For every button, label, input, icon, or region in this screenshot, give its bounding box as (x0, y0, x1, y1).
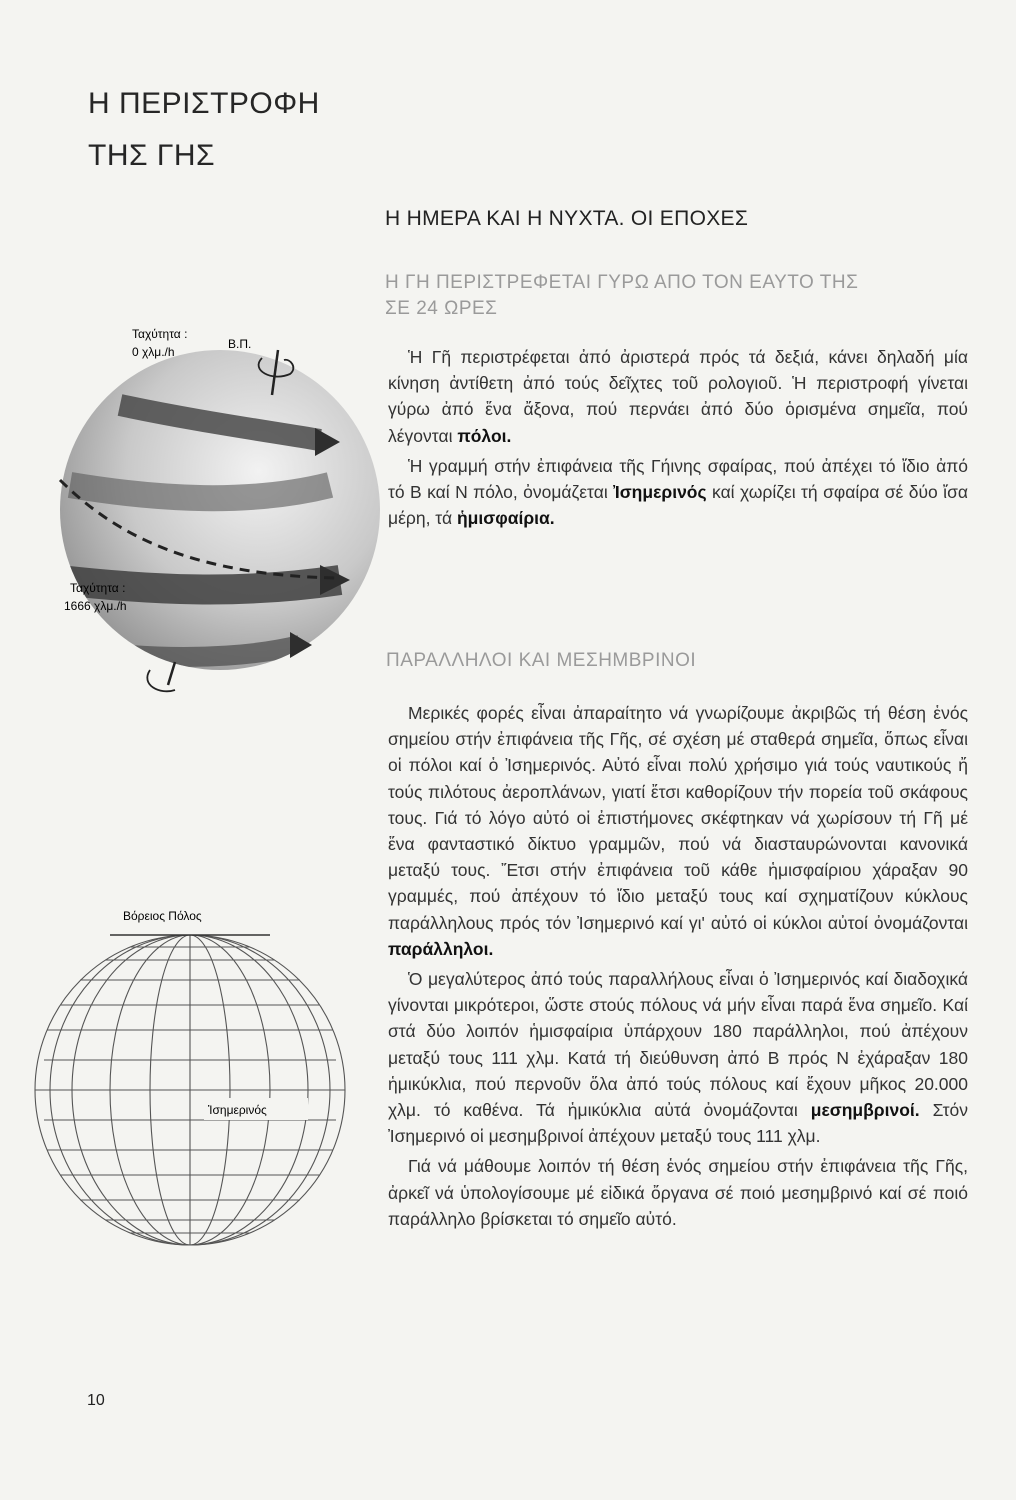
term-hemispheres: ἡμισφαίρια. (456, 508, 555, 529)
rotation-body (388, 344, 968, 535)
term-meridians: μεσημβρινοί. (810, 1100, 920, 1121)
axis-bottom (168, 662, 175, 685)
page-number: 10 (87, 1392, 105, 1409)
rotating-globe-illustration (40, 310, 380, 710)
term-equator: Ἰσημερινός (613, 482, 707, 503)
meridians-paragraph-1: Μερικές φορές εἶναι ἀπαραίτητο νά γνωρίζουμε ἀκριβῶς τή θέση ἑνός σημείου στήν ἐπιφάνεια τῆς Γῆς, σέ σχέση μέ σταθερά σημεῖα, ὅπως εἶναι οἱ πόλοι καί ὁ Ἰσημερινός. Αὐτό εἶναι πολύ χρήσιμο γιά τούς ναυτικούς ἤ τούς πιλότους ἀεροπλάνων, γιατί ἔτσι καθορίζουν τήν πορεία τοῦ σκάφους τους. Γιά τό λόγο αὐτό οἱ ἐπιστήμονες σκέφτηκαν νά χωρίσουν τή Γῆ μέ ἕνα φανταστικό δίκτυο γραμμῶν, πού νά διασταυρώνονται κανονικά μεταξύ τους. Ἔτσι στήν ἐπιφάνεια τοῦ κάθε ἡμισφαίριου χάραξαν 90 γραμμές, πού ἀπέχουν τό ἴδιο μεταξύ τους καί σχηματίζουν κύκλους παράλληλους πρός τόν Ἰσημερινό καί γι' αὐτό οἱ κύκλοι αὐτοί ὀνομάζονται παράλληλοι. (388, 703, 968, 959)
chapter-title-line2: ΤΗΣ ΓΗΣ (88, 139, 216, 172)
term-poles: πόλοι. (457, 425, 512, 446)
equator-label: Ἰσημερινός (208, 1103, 267, 1117)
speed-label-top: Ταχύτητα : (132, 327, 188, 341)
speed-label-bottom: Ταχύτητα : (70, 581, 126, 595)
rotation-paragraph-1: Ἡ Γῆ περιστρέφεται ἀπό ἀριστερά πρός τά δεξιά, κάνει δηλαδή μία κίνηση ἀντίθετη ἀπό τούς δεῖχτες τοῦ ρολογιοῦ. Ἡ περιστροφή γίνεται γύρω ἀπό ἕνα ἄξονα, πού περνάει ἀπό δύο ὁρισμένα σημεῖα, πού λέγονται πόλοι. (388, 347, 968, 446)
section-title: Η ΗΜΕΡΑ ΚΑΙ Η ΝΥΧΤΑ. ΟΙ ΕΠΟΧΕΣ (385, 207, 749, 230)
chapter-title-line1: Η ΠΕΡΙΣΤΡΟΦΗ (88, 87, 320, 120)
graticule-globe-illustration (20, 900, 360, 1270)
meridians-paragraph-2: Ὁ μεγαλύτερος ἀπό τούς παραλλήλους εἶναι ὁ Ἰσημερινός καί διαδοχικά γίνονται μικρότεροι, ὥστε στούς πόλους νά μήν εἶναι παρά ἕνα σημεῖο. Καί στά δύο λοιπόν ἡμισφαίρια ὑπάρχουν 180 παράλληλοι, πού ἀπέχουν μεταξύ τους 111 χλμ. Κατά τή διεύθυνση ἀπό Β πρός Ν ἐχάραξαν 180 ἡμικύκλια, πού περνοῦν ὅλα ἀπό τούς πόλους καί ἔχουν μῆκος 20.000 χλμ. τό καθένα. Τά ἡμικύκλια αὐτά ὀνομάζονται μεσημβρινοί. Στόν Ἰσημερινό οἱ μεσημβρινοί ἀπέχουν μεταξύ τους 111 χλμ. (388, 969, 968, 1147)
rotation-subhead: Η ΓΗ ΠΕΡΙΣΤΡΕΦΕΤΑΙ ΓΥΡΩ ΑΠΟ ΤΟΝ ΕΑΥΤΟ ΤΗΣ ΣΕ 24 ΩΡΕΣ (385, 272, 859, 319)
graticule-grid (35, 935, 345, 1245)
rotation-paragraph-2: Ἡ γραμμή στήν ἐπιφάνεια τῆς Γήινης σφαίρας, πού ἀπέχει τό ἴδιο ἀπό τό Β καί Ν πόλο, ὀνομάζεται Ἰσημερινός καί χωρίζει τή σφαίρα σέ δύο ἴσα μέρη, τά ἡμισφαίρια. (388, 455, 968, 529)
chapter-title (88, 78, 320, 182)
north-pole-label: Βόρειος Πόλος (123, 909, 202, 923)
meridians-body (388, 700, 968, 1236)
speed-value-bottom: 1666 χλμ./h (64, 599, 127, 613)
speed-value-top: 0 χλμ./h (132, 345, 175, 359)
north-pole-abbr: Β.Π. (228, 337, 252, 351)
meridians-paragraph-3: Γιά νά μάθουμε λοιπόν τή θέση ἑνός σημείου στήν ἐπιφάνεια τῆς Γῆς, ἀρκεῖ νά ὑπολογίσουμε μέ εἰδικά ὄργανα σέ ποιό μεσημβρινό καί σέ ποιό παράλληλο βρίσκεται τό σημεῖο αὐτό. (388, 1156, 968, 1229)
meridians-subhead: ΠΑΡΑΛΛΗΛΟΙ ΚΑΙ ΜΕΣΗΜΒΡΙΝΟΙ (386, 650, 697, 671)
term-parallels: παράλληλοι. (388, 938, 494, 959)
